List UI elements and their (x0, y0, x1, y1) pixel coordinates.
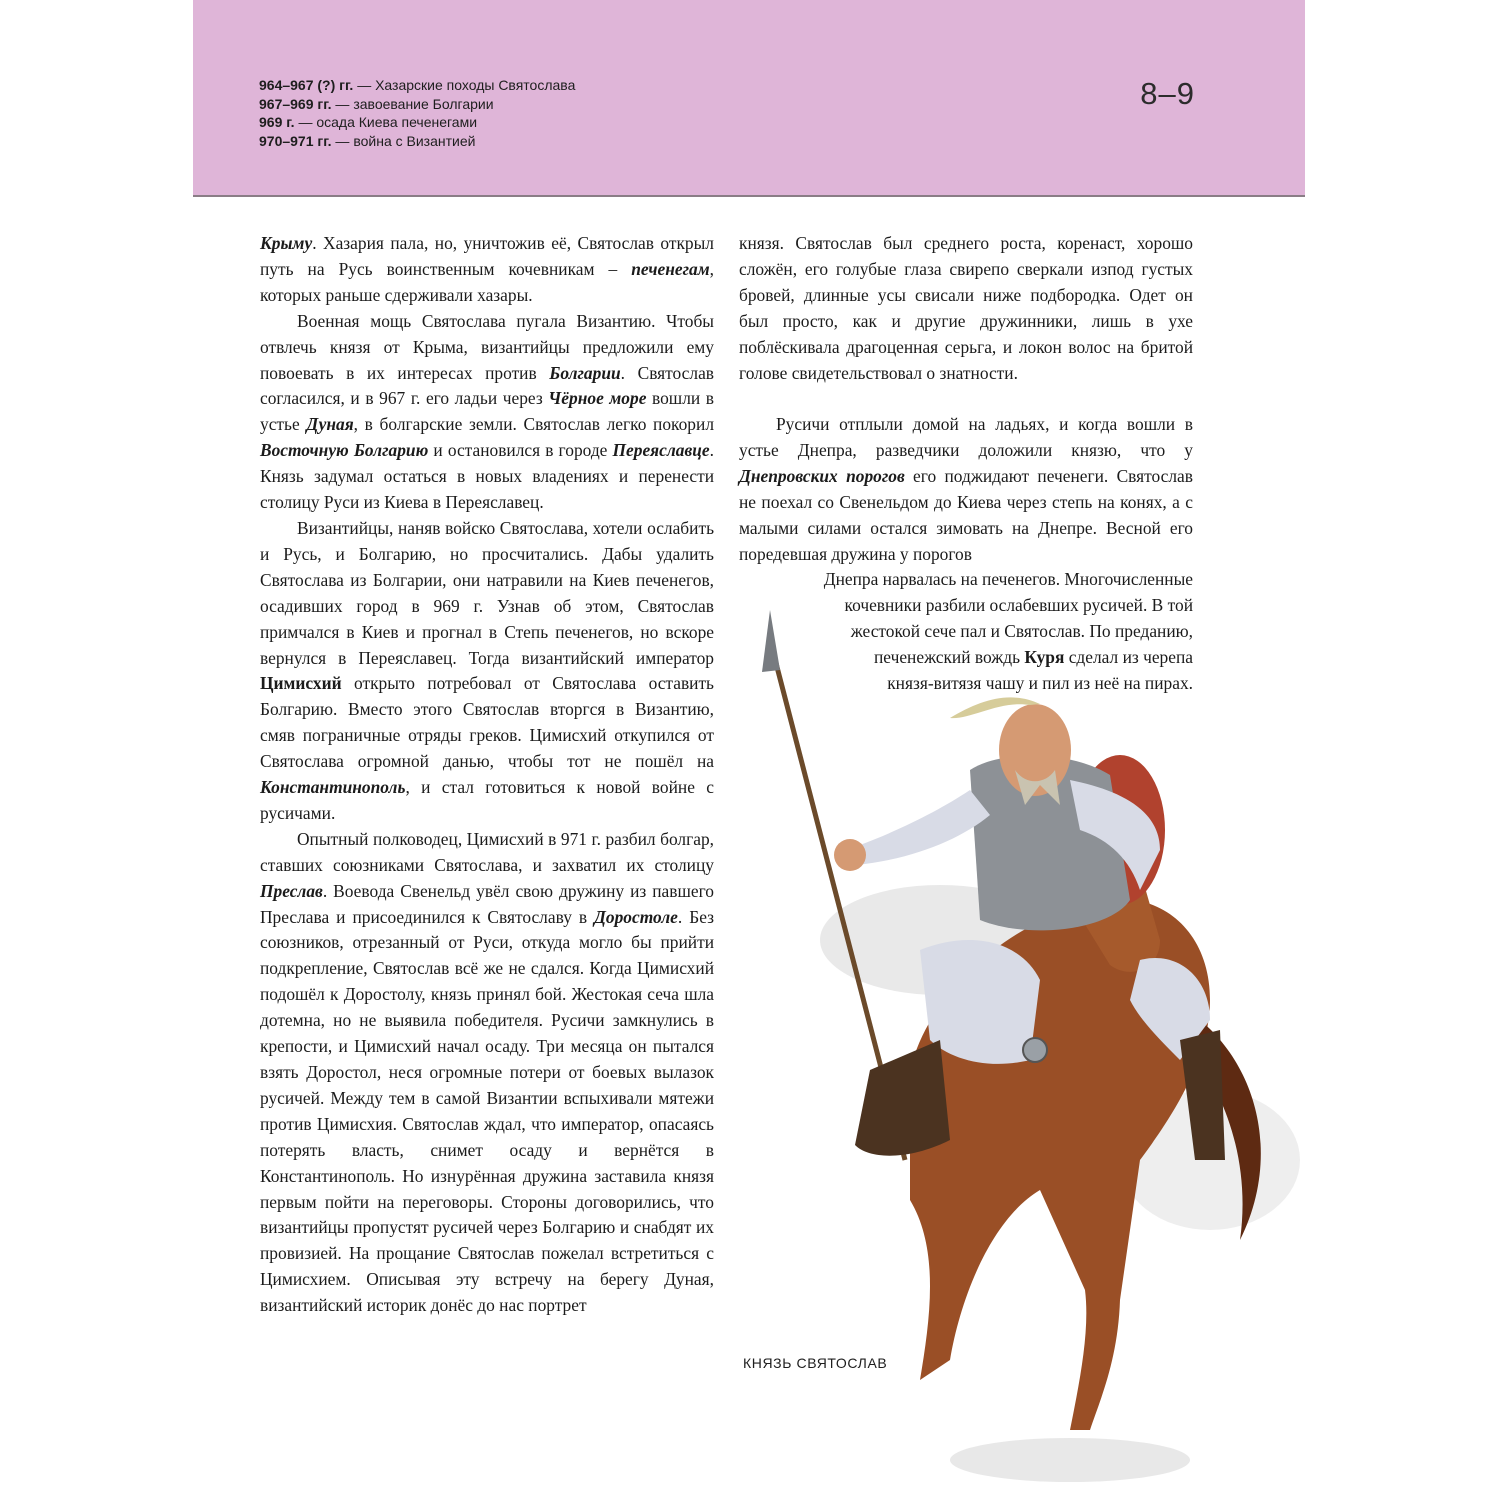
timeline-event: Хазарские походы Святослава (375, 77, 576, 93)
figure-caption: КНЯЗЬ СВЯТОСЛАВ (743, 1355, 888, 1371)
text-run: жестокой сече пал и Святослав. По преданию, (850, 621, 1193, 642)
text-run: князя-витязя чашу и пил из неё на пирах. (887, 673, 1193, 694)
text-run: и остановился в городе (428, 440, 613, 461)
timeline-dash: — (353, 77, 376, 93)
paragraph (260, 516, 714, 827)
text-run: Русичи отплыли домой на ладьях, и когда вошли в устье Днепра, разведчики доложили князю, что у (739, 414, 1193, 460)
timeline-list (259, 76, 575, 150)
text-line (739, 567, 1193, 593)
right-column (739, 231, 1193, 386)
timeline-dash: — (331, 95, 354, 112)
timeline-event: осада Киева печенегами (316, 114, 478, 130)
spear-tip (762, 610, 780, 672)
text-run: князя. Святослав был среднего роста, коренаст, хорошо сложён, его голубые глаза свирепо сверкали изпод густых бровей, длинные усы свисали ниже подбородка. Одет он был просто, как и другие дружинники, лишь в ухе поблёскивала драгоценная серьга, и локон волос на бритой голове свидетельствовал о знатности. (739, 233, 1193, 383)
text-run: Военная мощь Святослава пугала Византию. Чтобы отвлечь князя от Крыма, византийцы предложили ему повоевать в их интересах против (260, 310, 714, 383)
text-run: кочевники разбили ослабевших русичей. В той (844, 595, 1193, 616)
timeline-item (259, 113, 575, 132)
timeline-dash: — (294, 114, 317, 130)
emphasized-term: Куря (1024, 647, 1065, 668)
bridle-ornament (1023, 1038, 1047, 1062)
timeline-dash: — (331, 132, 354, 149)
timeline-event: война с Византией (353, 132, 476, 149)
emphasized-term: Цимисхий (260, 673, 342, 694)
text-run: сделал из черепа (1064, 647, 1193, 668)
page-number: 8–9 (1140, 76, 1195, 111)
paragraph (260, 827, 714, 1319)
paragraph (739, 231, 1193, 386)
emphasized-term: Доростоле (594, 906, 678, 927)
emphasized-term: Константинополь (260, 777, 406, 798)
timeline-item (259, 76, 575, 95)
text-run: . Хазария пала, но, уничтожив её, Святослав открыл путь на Русь воинственным кочевникам – (260, 233, 714, 279)
paragraph (739, 412, 1193, 567)
text-run: , которых раньше сдерживали хазары. (260, 258, 714, 305)
emphasized-term: Чёрное море (548, 388, 647, 409)
emphasized-term: Крыму (260, 233, 313, 253)
paragraph (260, 231, 714, 309)
dust-cloud (950, 1438, 1190, 1482)
text-run: открыто потребовал от Святослава оставить Болгарию. Вместо этого Святослав вторгся в Византию, смяв пограничные отряды греков. Цимисхий откупился от Святослава огромной данью, чтобы тот не пошёл на (260, 673, 714, 772)
text-run: Днепра нарвалась на печенегов. Многочисленные (823, 569, 1193, 590)
timeline-dates: 969 г. (259, 114, 295, 130)
rider-hand (834, 839, 866, 871)
emphasized-term: Переяславце (612, 440, 710, 461)
header-band (193, 0, 1305, 197)
timeline-item (259, 95, 575, 114)
timeline-dates: 970–971 гг. (259, 132, 332, 149)
emphasized-term: Болгарии (549, 362, 621, 383)
paragraph (260, 309, 714, 516)
text-run: , и стал готовиться к новой войне с русичами. (260, 777, 714, 823)
rider-arm (855, 790, 990, 865)
left-column (260, 231, 714, 1319)
text-run: . Воевода Свенельд увёл свою дружину из павшего Преслава и присоединился к Святославу в (260, 880, 714, 927)
timeline-event: завоевание Болгарии (353, 95, 494, 112)
text-run: Византийцы, наняв войско Святослава, хотели ослабить и Русь, и Болгарию, но просчитались. Дабы удалить Святослава из Болгарии, они натравили на Киев печенегов, осадивших город в 969 г. Узнав об этом, Святослав примчался в Киев и прогнал в Степь печенегов, но вскоре вернулся в Переяславец. Тогда византийский император (260, 517, 714, 668)
timeline-item (259, 132, 575, 151)
emphasized-term: печенегам (631, 258, 710, 279)
timeline-dates: 964–967 (?) гг. (259, 77, 354, 93)
timeline-dates: 967–969 гг. (259, 95, 332, 112)
text-run: . Без союзников, отрезанный от Руси, откуда могло бы прийти подкрепление, Святослав всё же не сдался. Когда Цимисхий подошёл к Доростолу, князь принял бой. Жестокая сеча шла дотемна, но не выявила победителя. Русичи замкнулись в крепости, и Цимисхий начал осаду. Три месяца он пытался взять Доростол, неся огромные потери от боевых вылазок русичей. Между тем в самой Византии вспыхивали мятежи против Цимисхия. Святослав ждал, что император, опасаясь потерять власть, снимет осаду и вернётся в Константинополь. Но изнурённая дружина заставила князя первым пойти на переговоры. Стороны договорились, что византийцы пропустят русичей через Болгарию и снабдят их провизией. На прощание Святослав пожелал встретиться с Цимисхием. Описывая эту встречу на берегу Дуная, византийский историк донёс до нас портрет (260, 906, 714, 1316)
text-run: . Князь задумал остаться в новых владениях и перенести столицу Руси из Киева в Переяславец. (260, 440, 714, 513)
text-run: вошли в устье (260, 388, 714, 435)
text-run: , в болгарские земли. Святослав легко покорил (353, 414, 714, 435)
rider-boot (855, 1040, 950, 1156)
emphasized-term: Восточную Болгарию (260, 440, 429, 461)
emphasized-term: Преслав (260, 880, 323, 901)
emphasized-term: Дуная (306, 414, 354, 435)
text-run: Опытный полководец, Цимисхий в 971 г. разбил болгар, ставших союзниками Святослава, и захватил их столицу (260, 828, 714, 875)
text-run: его поджидают печенеги. Святослав не поехал со Свенельдом до Киева через степь на конях, а с малыми силами остался зимовать на Днепре. Весной его поредевшая дружина у порогов (739, 465, 1193, 564)
text-run: печенежский вождь (873, 647, 1025, 668)
text-run: . Святослав согласился, и в 967 г. его ладьи через (260, 362, 714, 409)
emphasized-term: Днепровских порогов (739, 465, 905, 486)
